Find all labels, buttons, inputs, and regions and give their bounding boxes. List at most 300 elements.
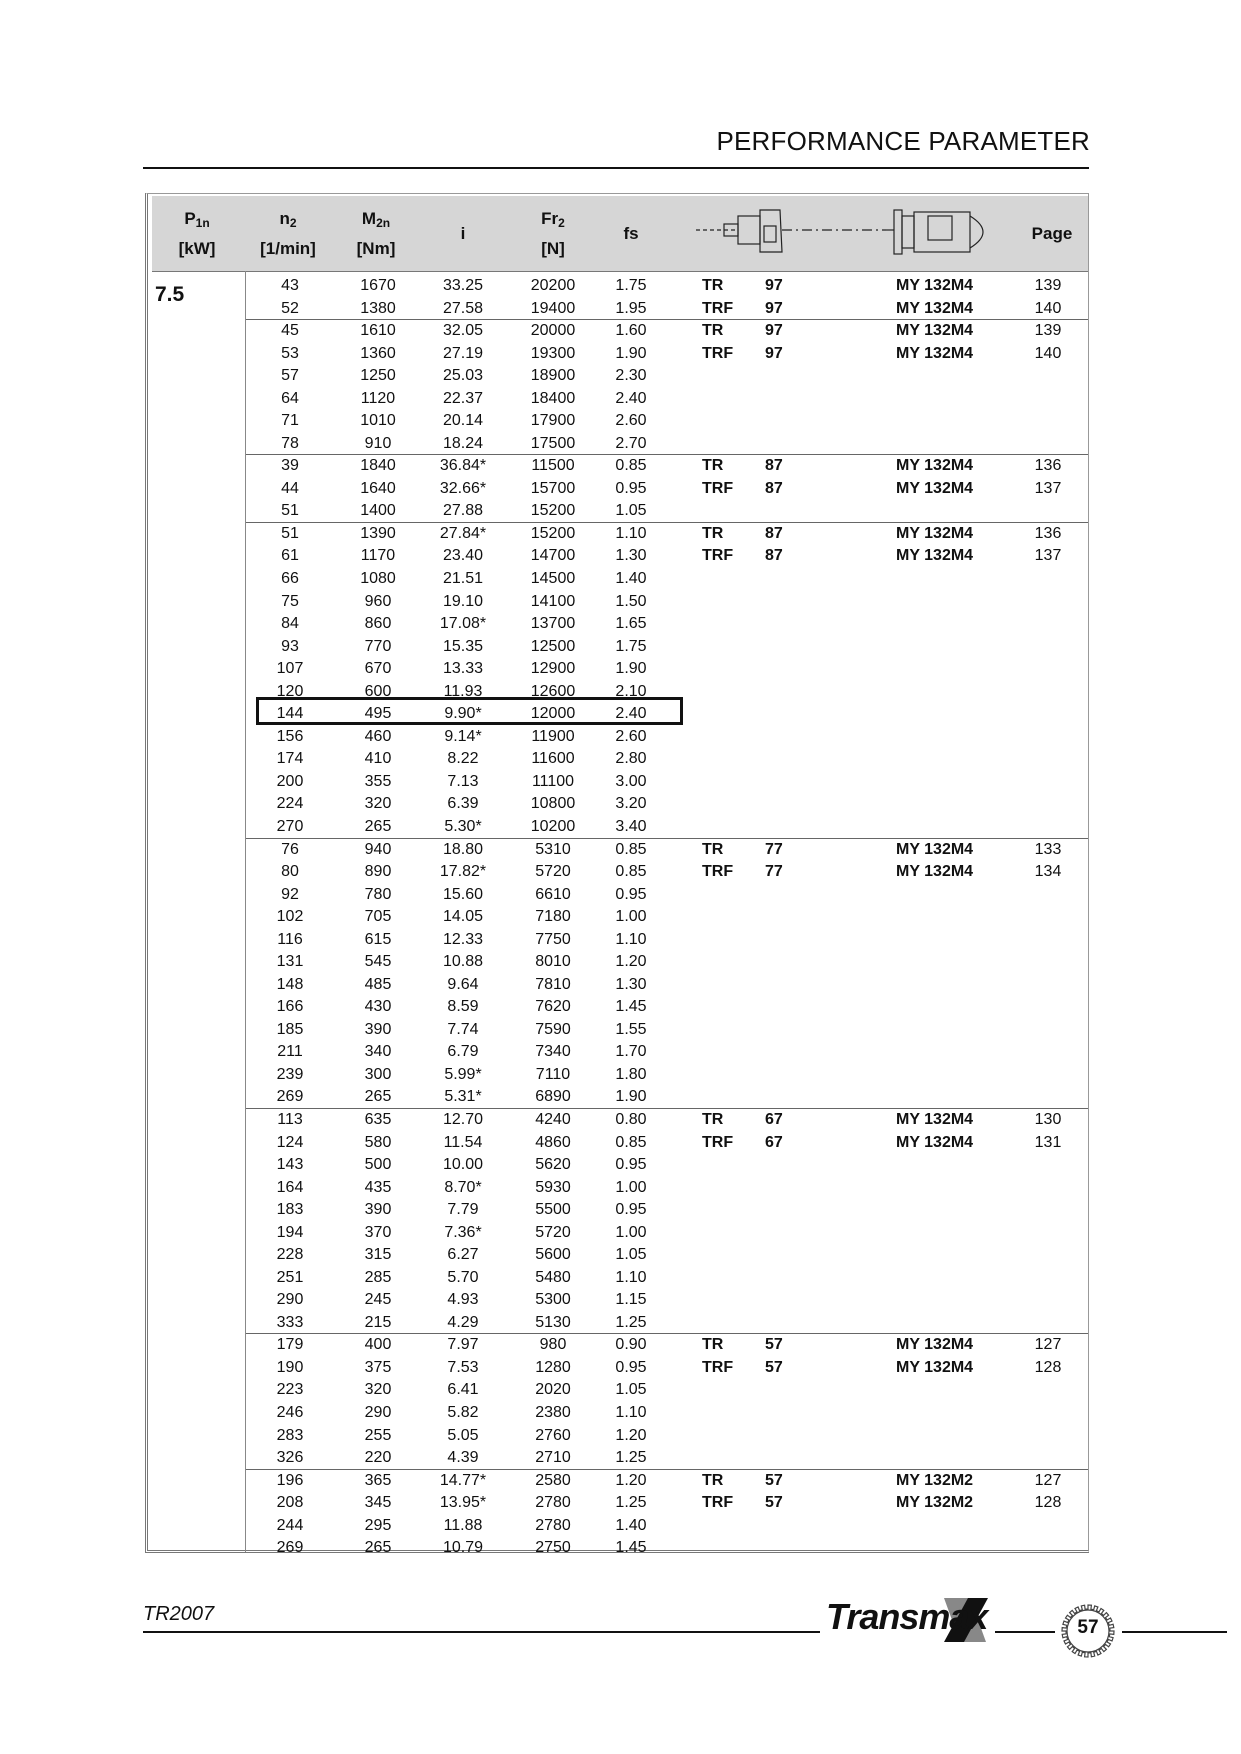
fs-value: 1.75	[615, 637, 647, 655]
m2-value: 220	[364, 1449, 392, 1467]
gear-type	[702, 1086, 746, 1108]
m2-value: 890	[364, 863, 392, 881]
motor-model	[896, 658, 1006, 680]
fr2-value: 14100	[530, 592, 576, 610]
fs-value: 2.60	[615, 727, 647, 745]
gear-size	[765, 1537, 795, 1559]
motor-model	[896, 1379, 1006, 1401]
m2-value: 780	[364, 885, 392, 903]
n2-value: 156	[276, 727, 304, 745]
footer-code: TR2007	[143, 1603, 215, 1625]
motor-model	[896, 1177, 1006, 1199]
gear-size: 87	[765, 547, 783, 565]
fr2-value: 17500	[530, 434, 576, 452]
gear-size	[765, 365, 795, 387]
fr2-value: 6890	[535, 1088, 571, 1106]
motor-model: MY 132M4	[896, 840, 974, 858]
brand-logo	[826, 1594, 996, 1646]
n2-value: 208	[276, 1494, 304, 1512]
m2-value: 940	[364, 840, 392, 858]
motor-model	[896, 568, 1006, 590]
m2-value: 355	[364, 772, 392, 790]
n2-value: 93	[281, 637, 299, 655]
n2-value: 107	[276, 660, 304, 678]
page-ref: 137	[1034, 479, 1062, 497]
fs-value: 1.40	[615, 570, 647, 588]
m2-value: 910	[364, 434, 392, 452]
gear-size	[765, 1199, 795, 1221]
m2-value: 1250	[360, 367, 396, 385]
fs-value: 1.55	[615, 1020, 647, 1038]
gear-size	[765, 1312, 795, 1334]
m2-value: 485	[364, 975, 392, 993]
motor-model	[896, 613, 1006, 635]
ratio-value: 14.05	[442, 908, 484, 926]
gear-size	[765, 929, 795, 951]
m2-value: 265	[364, 1088, 392, 1106]
fr2-value: 10800	[530, 795, 576, 813]
ratio-value: 13.33	[442, 660, 484, 678]
gear-type	[702, 951, 746, 973]
page-ref: 128	[1034, 1494, 1062, 1512]
fr2-value: 7110	[535, 1065, 571, 1083]
gear-type	[702, 591, 746, 613]
motor-model	[896, 1425, 1006, 1447]
fr2-value: 11900	[531, 727, 575, 745]
title-rule	[143, 167, 1089, 169]
n2-value: 53	[281, 344, 299, 362]
gear-size	[765, 658, 795, 680]
n2-value: 75	[281, 592, 299, 610]
m2-value: 410	[364, 750, 392, 768]
n2-value: 66	[281, 570, 299, 588]
footer-rule-right	[1122, 1631, 1227, 1633]
gear-type	[702, 1064, 746, 1086]
page-ref	[1028, 1425, 1068, 1447]
page-ref	[1028, 771, 1068, 793]
page-ref	[1028, 1402, 1068, 1424]
gear-type	[702, 726, 746, 748]
gear-size	[765, 1086, 795, 1108]
n2-value: 174	[276, 750, 304, 768]
gear-size	[765, 410, 795, 432]
motor-model	[896, 884, 1006, 906]
m2-value: 285	[364, 1268, 392, 1286]
motor-model: MY 132M2	[896, 1494, 974, 1512]
m2-value: 1380	[360, 299, 396, 317]
gear-type: TRF	[702, 344, 734, 362]
fs-value: 0.95	[615, 885, 647, 903]
fs-value: 1.60	[615, 322, 647, 340]
fs-value: 3.40	[615, 817, 647, 835]
n2-value: 228	[276, 1246, 304, 1264]
fs-value: 1.05	[615, 1381, 647, 1399]
motor-model	[896, 996, 1006, 1018]
m2-value: 390	[364, 1020, 392, 1038]
m2-value: 705	[364, 908, 392, 926]
ratio-value: 15.60	[442, 885, 484, 903]
m2-value: 290	[364, 1404, 392, 1421]
fr2-value: 18400	[530, 389, 576, 407]
n2-value: 39	[281, 457, 299, 475]
motor-model	[896, 726, 1006, 748]
m2-value: 390	[364, 1201, 392, 1219]
n2-value: 164	[276, 1178, 304, 1196]
page-ref	[1028, 388, 1068, 410]
motor-model: MY 132M4	[896, 344, 974, 362]
fr2-value: 20200	[530, 277, 576, 294]
ratio-value: 6.41	[447, 1381, 479, 1399]
ratio-value: 25.03	[442, 367, 484, 385]
gear-type: TR	[702, 1471, 724, 1489]
ratio-value: 10.88	[442, 953, 484, 971]
n2-value: 113	[277, 1110, 303, 1128]
fr2-value: 11500	[531, 457, 575, 475]
n2-value: 270	[276, 817, 304, 835]
fr2-value: 5130	[535, 1313, 571, 1331]
gear-size	[765, 500, 795, 522]
gear-size	[765, 771, 795, 793]
gear-size	[765, 793, 795, 815]
m2-value: 315	[364, 1246, 392, 1264]
gear-type: TRF	[702, 863, 734, 881]
fs-value: 1.90	[615, 1088, 647, 1106]
motor-model	[896, 1267, 1006, 1289]
ratio-value: 4.93	[447, 1291, 479, 1309]
fs-value: 1.10	[615, 1268, 647, 1286]
page-ref	[1028, 951, 1068, 973]
gear-type	[702, 1267, 746, 1289]
n2-value: 71	[281, 412, 299, 430]
n2-value: 52	[281, 299, 299, 317]
gear-size: 97	[765, 299, 783, 317]
ratio-value: 11.88	[443, 1516, 483, 1534]
ratio-value: 10.79	[442, 1539, 484, 1557]
motor-model	[896, 1402, 1006, 1424]
fr2-value: 5600	[535, 1246, 571, 1264]
m2-value: 1080	[360, 570, 396, 588]
motor-model	[896, 816, 1006, 838]
ratio-value: 7.36*	[444, 1223, 482, 1241]
n2-value: 224	[276, 795, 304, 813]
fs-value: 1.30	[615, 975, 647, 993]
page-ref	[1028, 884, 1068, 906]
fs-value: 1.05	[615, 1246, 647, 1264]
motor-model	[896, 1244, 1006, 1266]
motor-model	[896, 1086, 1006, 1108]
gear-type	[702, 816, 746, 838]
fr2-value: 980	[539, 1336, 567, 1354]
gear-type	[702, 410, 746, 432]
gear-type	[702, 568, 746, 590]
gear-type	[702, 500, 746, 522]
motor-model	[896, 929, 1006, 951]
gear-size: 87	[765, 524, 783, 542]
m2-value: 670	[364, 660, 392, 678]
ratio-value: 7.74	[447, 1020, 479, 1038]
m2-value: 340	[364, 1043, 392, 1061]
page-ref	[1028, 613, 1068, 635]
gear-type	[702, 996, 746, 1018]
fs-value: 1.40	[615, 1516, 647, 1534]
gear-type	[702, 1199, 746, 1221]
fs-value: 1.95	[615, 299, 647, 317]
fr2-value: 5300	[535, 1291, 571, 1309]
header-page: Page	[1031, 224, 1073, 243]
ratio-value: 9.14*	[444, 727, 482, 745]
gear-type: TR	[702, 840, 724, 858]
fr2-value: 1280	[535, 1358, 571, 1376]
m2-value: 295	[364, 1516, 392, 1534]
header-n2: $n_2$ [1/min]	[260, 209, 316, 258]
ratio-value: 7.97	[447, 1336, 479, 1354]
ratio-value: 4.29	[447, 1313, 479, 1331]
gear-size	[765, 1019, 795, 1041]
motor-model: MY 132M2	[896, 1471, 974, 1489]
m2-value: 500	[364, 1156, 392, 1174]
footer-rule-middle	[995, 1631, 1055, 1633]
motor-model	[896, 636, 1006, 658]
gear-type	[702, 1244, 746, 1266]
page-ref	[1028, 1086, 1068, 1108]
n2-value: 44	[281, 479, 299, 497]
motor-model	[896, 1312, 1006, 1334]
gear-size: 97	[765, 344, 783, 362]
page-ref: 127	[1034, 1471, 1062, 1489]
ratio-value: 5.31*	[444, 1088, 482, 1106]
page-ref: 131	[1034, 1133, 1062, 1151]
fs-value: 2.40	[615, 705, 647, 723]
gear-type: TRF	[702, 299, 734, 317]
page-ref	[1028, 1312, 1068, 1334]
page-ref: 133	[1034, 840, 1062, 858]
page-ref	[1028, 1154, 1068, 1176]
page-title: PERFORMANCE PARAMETER	[716, 126, 1090, 156]
motor-model	[896, 1041, 1006, 1063]
ratio-value: 19.10	[442, 592, 484, 610]
motor-model	[896, 365, 1006, 387]
n2-value: 78	[281, 434, 299, 452]
motor-model	[896, 591, 1006, 613]
motor-model	[896, 500, 1006, 522]
gear-size: 77	[765, 863, 783, 881]
fs-value: 2.60	[615, 412, 647, 430]
ratio-value: 5.99*	[444, 1065, 482, 1083]
n2-value: 185	[276, 1020, 304, 1038]
ratio-value: 6.79	[447, 1043, 479, 1061]
fs-value: 2.70	[615, 434, 647, 452]
m2-value: 265	[364, 817, 392, 835]
fs-value: 0.95	[615, 1358, 647, 1376]
motor-model: MY 132M4	[896, 479, 974, 497]
m2-value: 1360	[360, 344, 396, 362]
gear-size	[765, 1515, 795, 1537]
motor-model: MY 132M4	[896, 299, 974, 317]
fs-value: 1.30	[615, 547, 647, 565]
gear-size	[765, 1154, 795, 1176]
ratio-value: 14.77*	[439, 1471, 487, 1489]
page-ref	[1028, 365, 1068, 387]
fr2-value: 13700	[530, 615, 576, 633]
gear-size: 67	[765, 1110, 783, 1128]
page-ref: 127	[1034, 1336, 1062, 1354]
fr2-value: 2580	[535, 1471, 571, 1489]
n2-value: 143	[276, 1156, 304, 1174]
gear-type: TR	[702, 457, 724, 475]
fr2-value: 5720	[535, 863, 571, 881]
n2-value: 283	[276, 1426, 304, 1444]
header-fs: fs	[623, 224, 639, 243]
n2-value: 64	[281, 389, 299, 407]
gear-type	[702, 906, 746, 928]
motor-model	[896, 1154, 1006, 1176]
m2-value: 375	[364, 1358, 392, 1376]
m2-value: 460	[364, 727, 392, 745]
ratio-value: 9.64	[447, 975, 479, 993]
page-ref	[1028, 726, 1068, 748]
gear-type	[702, 1312, 746, 1334]
n2-value: 239	[276, 1065, 304, 1083]
motor-model	[896, 748, 1006, 770]
gear-size	[765, 591, 795, 613]
page-ref	[1028, 1244, 1068, 1266]
fr2-value: 7340	[535, 1043, 571, 1061]
table-header	[152, 196, 1088, 272]
page-ref	[1028, 658, 1068, 680]
n2-value: 244	[276, 1516, 304, 1534]
fr2-value: 18900	[530, 367, 576, 385]
gear-type	[702, 1537, 746, 1559]
gear-type	[702, 793, 746, 815]
page-ref: 134	[1034, 863, 1062, 881]
gear-type: TRF	[702, 1133, 734, 1151]
m2-value: 635	[364, 1110, 392, 1128]
fr2-value: 15200	[530, 524, 576, 542]
m2-value: 1840	[360, 457, 396, 475]
page-badge	[1058, 1603, 1118, 1659]
m2-value: 435	[364, 1178, 392, 1196]
n2-value: 166	[276, 998, 304, 1016]
ratio-value: 27.58	[442, 299, 484, 317]
ratio-value: 5.82	[447, 1404, 479, 1421]
gear-size	[765, 906, 795, 928]
gear-type: TRF	[702, 1358, 734, 1376]
m2-value: 1010	[360, 412, 396, 430]
ratio-value: 18.80	[442, 840, 484, 858]
gear-size	[765, 1041, 795, 1063]
m2-value: 1390	[360, 524, 396, 542]
page-ref	[1028, 703, 1068, 725]
motor-model	[896, 1019, 1006, 1041]
fr2-value: 12500	[530, 637, 576, 655]
m2-value: 215	[364, 1313, 392, 1331]
ratio-value: 13.95*	[439, 1494, 487, 1512]
ratio-value: 12.33	[442, 930, 484, 948]
motor-model	[896, 1537, 1006, 1559]
n2-value: 131	[276, 953, 304, 971]
gear-size	[765, 1222, 795, 1244]
fs-value: 1.25	[615, 1313, 647, 1331]
page-ref	[1028, 793, 1068, 815]
page-ref: 139	[1034, 277, 1062, 294]
fs-value: 1.75	[615, 277, 647, 294]
n2-value: 51	[281, 502, 299, 520]
ratio-value: 8.70*	[444, 1178, 482, 1196]
gear-size	[765, 996, 795, 1018]
ratio-value: 6.39	[447, 795, 479, 813]
page-ref	[1028, 410, 1068, 432]
m2-value: 1120	[360, 389, 396, 407]
n2-value: 196	[276, 1471, 304, 1489]
fs-value: 1.00	[615, 1223, 647, 1241]
gear-type	[702, 1154, 746, 1176]
n2-value: 84	[281, 615, 299, 633]
gear-size	[765, 433, 795, 455]
gear-type: TRF	[702, 479, 734, 497]
n2-value: 223	[276, 1381, 304, 1399]
m2-value: 770	[364, 637, 392, 655]
fs-value: 1.45	[615, 998, 647, 1016]
gear-size: 77	[765, 840, 783, 858]
fs-value: 1.10	[615, 1404, 647, 1421]
motor-model	[896, 1064, 1006, 1086]
brand-name: Transmax	[826, 1596, 988, 1637]
gear-size	[765, 1425, 795, 1447]
ratio-value: 20.14	[442, 412, 484, 430]
ratio-value: 32.66*	[439, 479, 487, 497]
ratio-value: 36.84*	[439, 457, 487, 475]
fs-value: 1.10	[615, 524, 647, 542]
fs-value: 1.10	[615, 930, 647, 948]
motor-model	[896, 1289, 1006, 1311]
page-ref	[1028, 1199, 1068, 1221]
fs-value: 0.85	[615, 863, 647, 881]
gear-size	[765, 1244, 795, 1266]
n2-value: 102	[276, 908, 304, 926]
gear-size	[765, 951, 795, 973]
page-ref: 139	[1034, 322, 1062, 340]
page-ref	[1028, 906, 1068, 928]
fs-value: 1.90	[615, 344, 647, 362]
ratio-value: 11.54	[443, 1133, 483, 1151]
gear-size	[765, 816, 795, 838]
fr2-value: 14500	[530, 570, 576, 588]
ratio-value: 27.84*	[439, 524, 487, 542]
m2-value: 400	[364, 1336, 392, 1354]
page-ref	[1028, 1515, 1068, 1537]
fs-value: 0.85	[615, 1133, 647, 1151]
gear-type	[702, 1515, 746, 1537]
n2-value: 183	[276, 1201, 304, 1219]
header-fr2: $Fr_2$ [N]	[541, 209, 565, 258]
page-ref	[1028, 591, 1068, 613]
gear-size	[765, 1064, 795, 1086]
fr2-value: 7620	[535, 998, 571, 1016]
fr2-value: 8010	[535, 953, 571, 971]
gear-size	[765, 974, 795, 996]
gear-size	[765, 1289, 795, 1311]
fs-value: 1.25	[615, 1494, 647, 1512]
fr2-value: 5310	[535, 840, 571, 858]
n2-value: 269	[276, 1539, 304, 1557]
header-i: i	[460, 224, 466, 243]
ratio-value: 27.88	[442, 502, 484, 520]
gear-size	[765, 681, 795, 703]
ratio-value: 6.27	[447, 1246, 479, 1264]
fs-value: 1.65	[615, 615, 647, 633]
fs-value: 1.20	[615, 953, 647, 971]
gear-size	[765, 1267, 795, 1289]
